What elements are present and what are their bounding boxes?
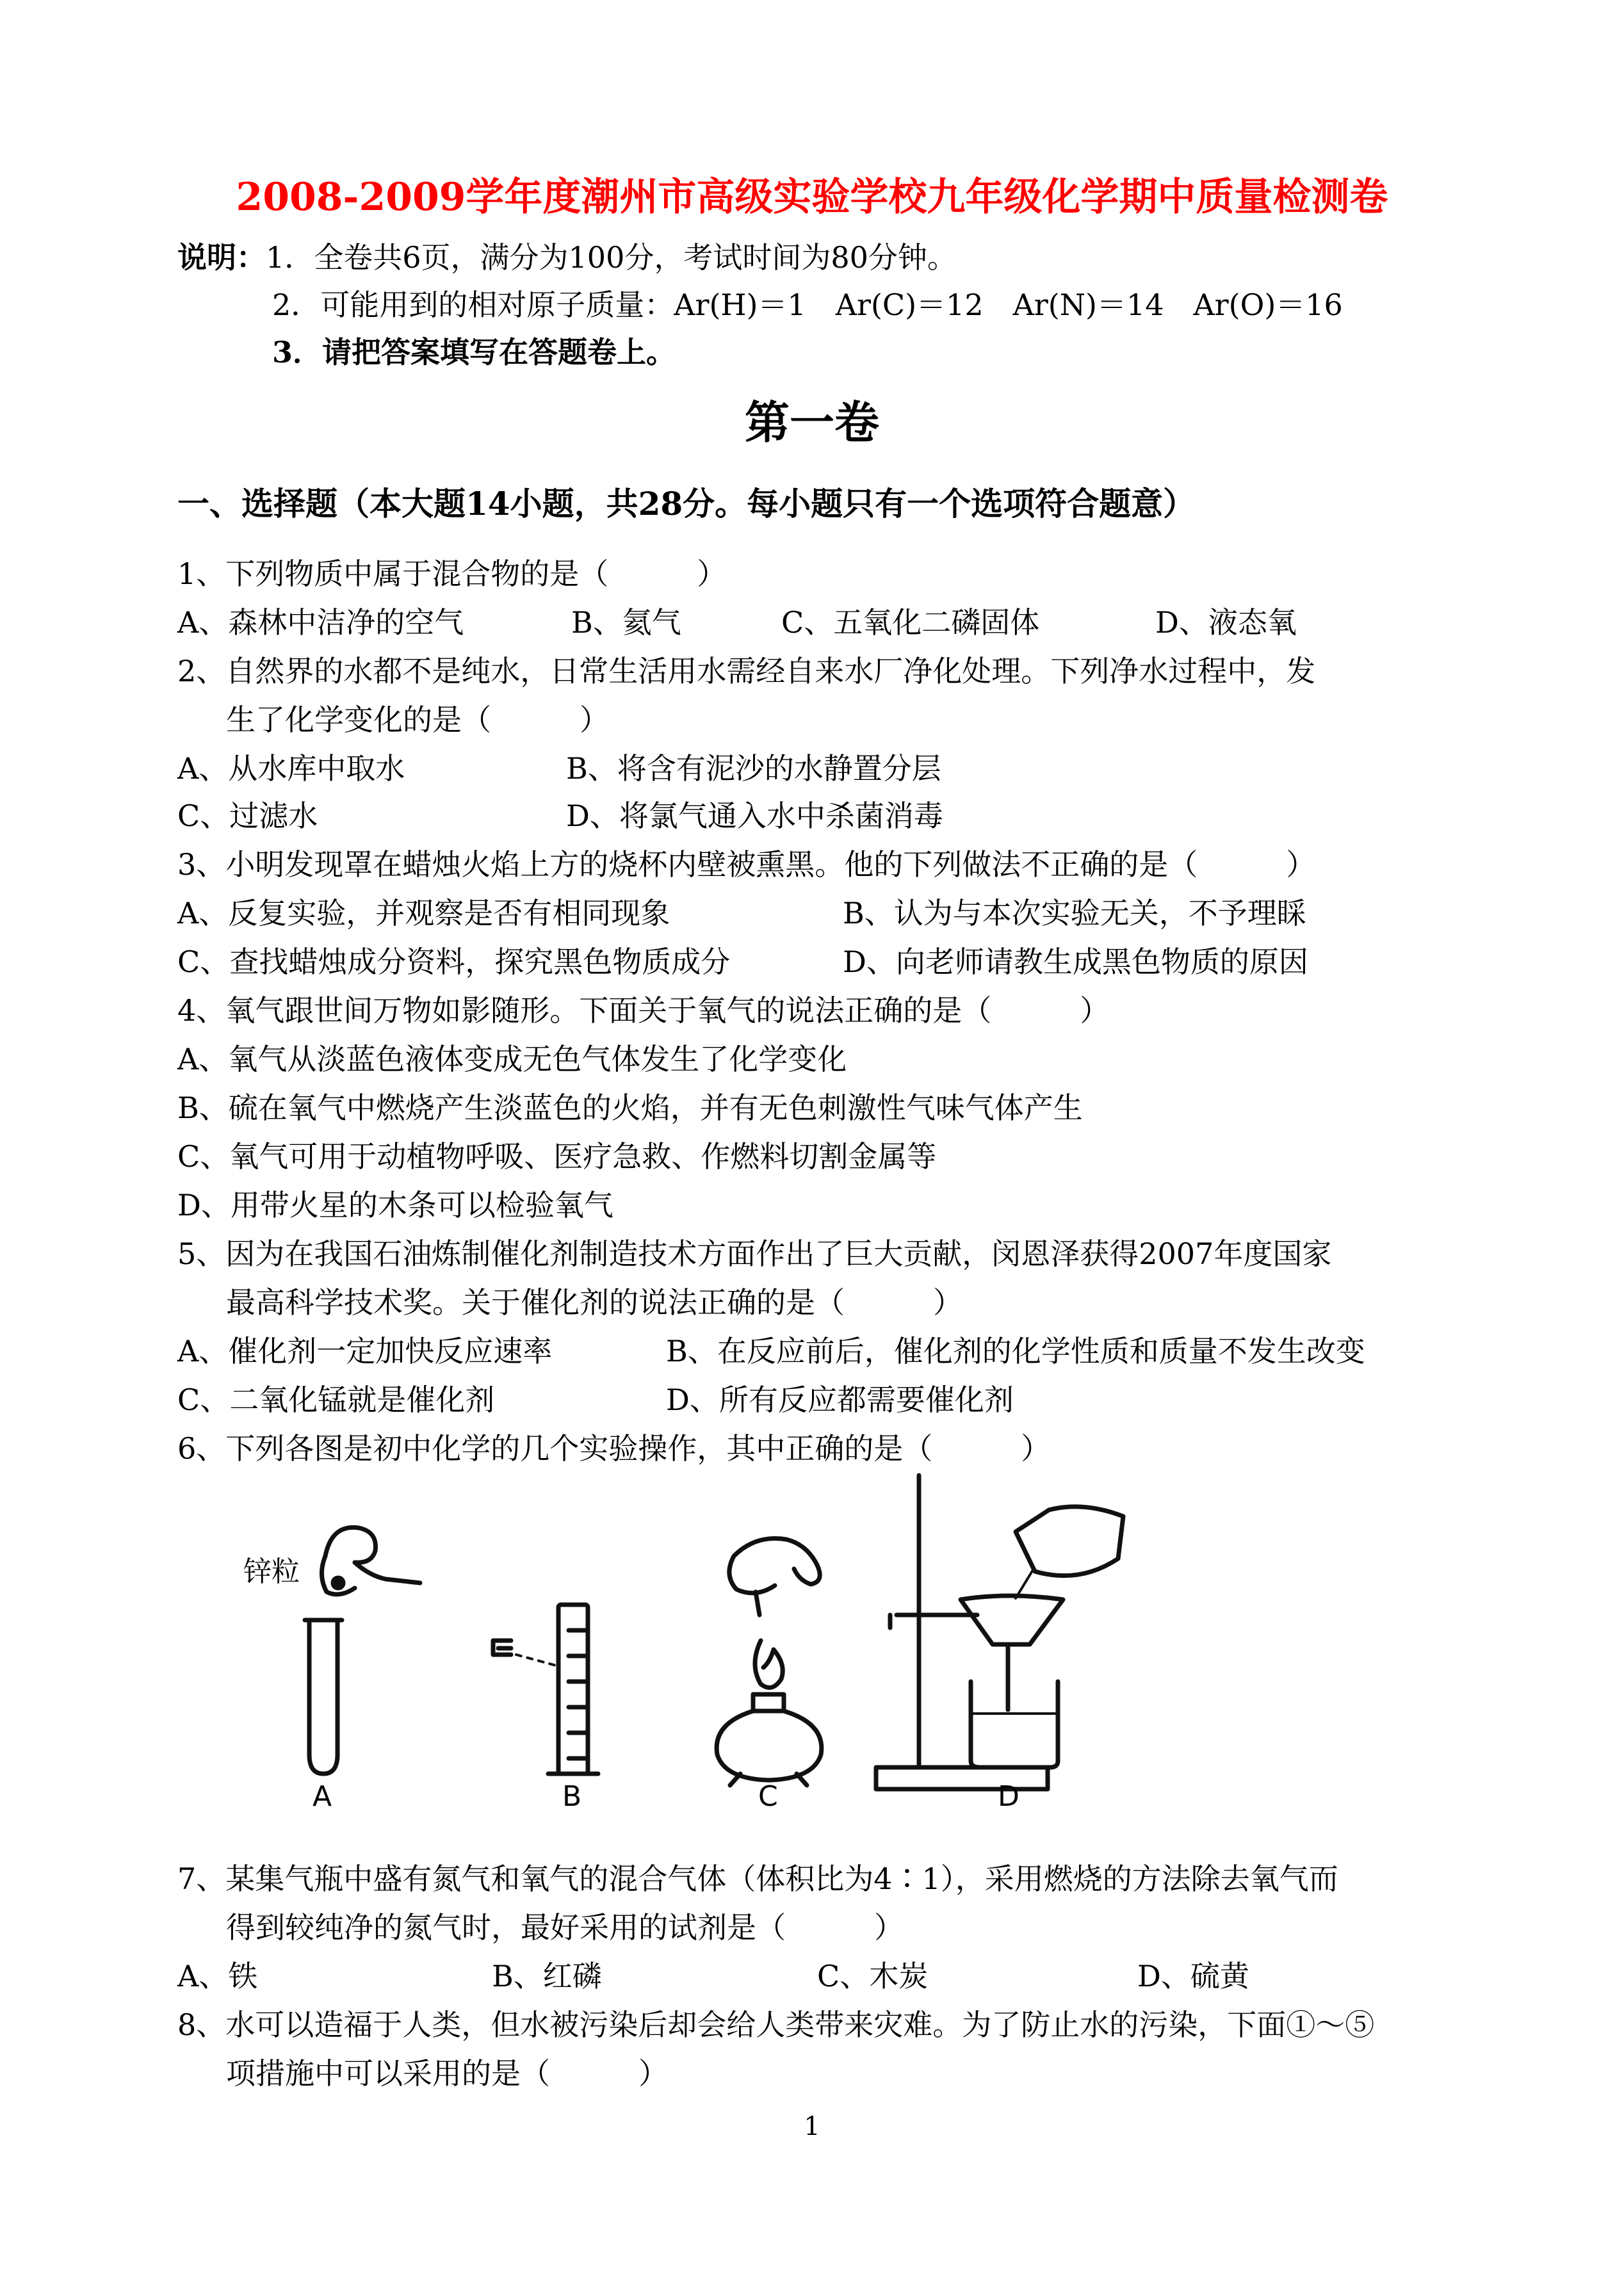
q4-option-c: C、氧气可用于动植物呼吸、医疗急救、作燃料切割金属等 [177, 1139, 937, 1174]
page-number: 1 [804, 2112, 820, 2141]
q2-stem-line1: 2、自然界的水都不是纯水，日常生活用水需经自来水厂净化处理。下列净水过程中，发 [177, 654, 1316, 688]
figure-b-graduated-cylinder-drawing [493, 1605, 598, 1774]
figure-label-c: C [758, 1780, 778, 1813]
figure-label-a: A [313, 1780, 332, 1813]
q3-option-d: D、向老师请教生成黑色物质的原因 [843, 945, 1308, 979]
volume-title: 第一卷 [745, 396, 879, 449]
q2-option-d: D、将氯气通入水中杀菌消毒 [566, 799, 943, 833]
q7-option-b: B、红磷 [492, 1959, 602, 1993]
figure-c-alcohol-lamp-drawing [717, 1538, 822, 1785]
q2-stem-line2: 生了化学变化的是（ ） [226, 702, 609, 737]
q4-option-d: D、用带火星的木条可以检验氧气 [177, 1188, 613, 1222]
q1-option-a: A、森林中洁净的空气 [177, 605, 464, 640]
instructions-label: 说明： [177, 240, 266, 275]
q7-option-c: C、木炭 [817, 1959, 929, 1993]
q5-stem-line2: 最高科学技术奖。关于催化剂的说法正确的是（ ） [226, 1285, 962, 1320]
q1-stem: 1、下列物质中属于混合物的是（ ） [177, 556, 727, 591]
exam-title: 2008-2009学年度潮州市高级实验学校九年级化学期中质量检测卷 [236, 175, 1388, 220]
instruction-3: 3．请把答案填写在答题卷上。 [272, 335, 676, 369]
q1-option-c: C、五氧化二磷固体 [781, 605, 1040, 640]
q3-option-c: C、查找蜡烛成分资料，探究黑色物质成分 [177, 945, 731, 979]
instruction-2: 2．可能用到的相对原子质量：Ar(H)＝1 Ar(C)＝12 Ar(N)＝14 Ar(O)＝16 [272, 288, 1343, 322]
q2-option-b: B、将含有泥沙的水静置分层 [566, 751, 941, 786]
q3-stem: 3、小明发现罩在蜡烛火焰上方的烧杯内壁被熏黑。他的下列做法不正确的是（ ） [177, 847, 1316, 882]
q7-option-a: A、铁 [177, 1959, 258, 1993]
q8-stem-line1: 8、水可以造福于人类，但水被污染后却会给人类带来灾难。为了防止水的污染，下面①～⑤ [177, 2007, 1375, 2042]
q7-stem-line1: 7、某集气瓶中盛有氮气和氧气的混合气体（体积比为4∶1），采用燃烧的方法除去氧气而 [177, 1861, 1338, 1896]
figure-label-b: B [562, 1780, 582, 1813]
q5-option-b: B、在反应前后，催化剂的化学性质和质量不发生改变 [666, 1334, 1365, 1368]
figure-label-zinc: 锌粒 [243, 1555, 300, 1588]
q7-option-d: D、硫黄 [1137, 1959, 1249, 1993]
q6-stem: 6、下列各图是初中化学的几个实验操作，其中正确的是（ ） [177, 1431, 1051, 1466]
q5-option-a: A、催化剂一定加快反应速率 [177, 1334, 553, 1368]
q5-stem-line1: 5、因为在我国石油炼制催化剂制造技术方面作出了巨大贡献，闵恩泽获得2007年度国家 [177, 1237, 1332, 1271]
q4-stem: 4、氧气跟世间万物如影随形。下面关于氧气的说法正确的是（ ） [177, 993, 1110, 1028]
q1-option-d: D、液态氧 [1155, 605, 1297, 640]
figure-d-filtration-drawing [876, 1475, 1123, 1789]
q5-option-d: D、所有反应都需要催化剂 [666, 1383, 1014, 1417]
instruction-1: 说明：1．全卷共6页，满分为100分，考试时间为80分钟。 [177, 240, 957, 275]
q3-option-a: A、反复实验，并观察是否有相同现象 [177, 896, 670, 930]
q2-option-a: A、从水库中取水 [177, 751, 405, 786]
q5-option-c: C、二氧化锰就是催化剂 [177, 1383, 495, 1417]
q7-stem-line2: 得到较纯净的氮气时，最好采用的试剂是（ ） [226, 1910, 904, 1945]
figure-label-d: D [998, 1780, 1019, 1813]
section-title: 一、选择题（本大题14小题，共28分。每小题只有一个选项符合题意） [177, 485, 1196, 523]
q4-option-b: B、硫在氧气中燃烧产生淡蓝色的火焰，并有无色刺激性气味气体产生 [177, 1091, 1083, 1125]
figure-a-test-tube-drawing [305, 1527, 420, 1774]
q8-stem-line2: 项措施中可以采用的是（ ） [226, 2056, 668, 2091]
q4-option-a: A、氧气从淡蓝色液体变成无色气体发生了化学变化 [177, 1042, 847, 1076]
q2-option-c: C、过滤水 [177, 799, 318, 833]
q1-option-b: B、氦气 [571, 605, 681, 640]
q3-option-b: B、认为与本次实验无关，不予理睬 [843, 896, 1306, 930]
lab-operations-figure [218, 1473, 1165, 1831]
